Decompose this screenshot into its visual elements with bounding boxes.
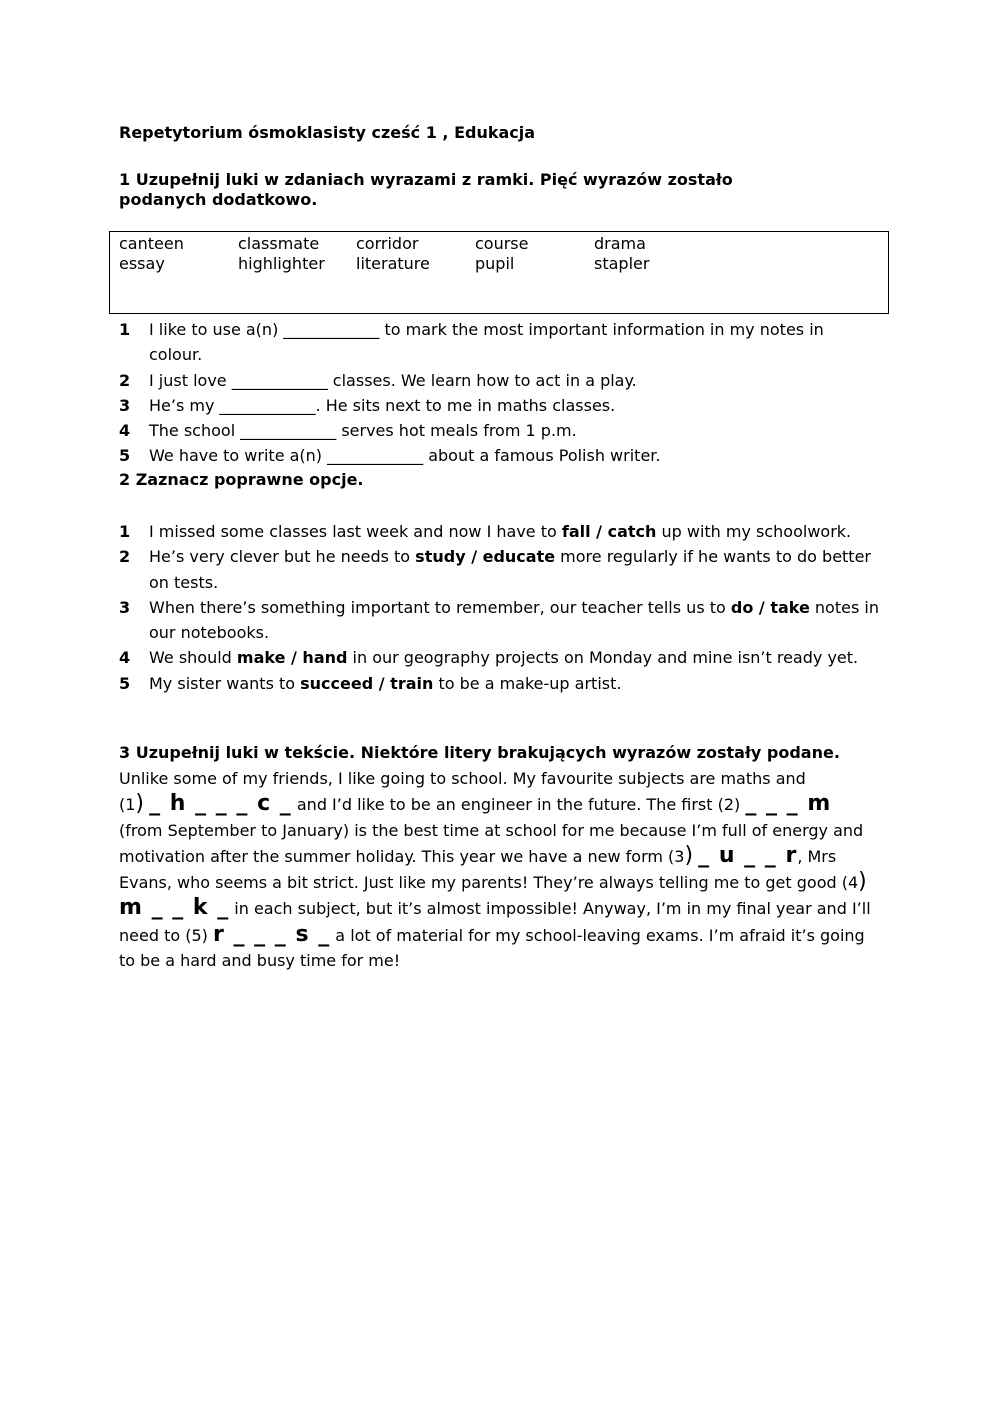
word-box <box>109 231 889 314</box>
word-box-row <box>119 234 879 254</box>
item-text-before: My sister wants to <box>149 673 301 693</box>
answer-options[interactable]: study / educate <box>415 547 556 567</box>
list-item <box>119 645 879 670</box>
page-title: Repetytorium ósmoklasisty cześć 1 , Edukacja <box>119 123 536 142</box>
answer-options[interactable]: fall / catch <box>561 522 657 541</box>
word-box-item: literature <box>356 254 430 273</box>
item-text: I like to use a(n) ____________ to mark the most important information in my notes in colour. <box>149 320 824 365</box>
gap-1[interactable]: _ h _ _ _ c _ <box>149 791 292 817</box>
item-text-before: He’s very clever but he needs to <box>149 547 416 567</box>
item-number: 2 <box>119 370 131 390</box>
item-text-before: When there’s something important to remember, our teacher tells us to <box>149 597 731 617</box>
gap-4[interactable]: m _ _ k _ <box>119 895 230 921</box>
answer-options[interactable]: make / hand <box>236 648 348 668</box>
list-item <box>119 317 879 368</box>
word-box-item: highlighter <box>238 254 325 273</box>
word-box-item: drama <box>594 234 646 253</box>
list-item <box>119 595 879 646</box>
word-box-item: pupil <box>475 254 515 273</box>
word-box-item: classmate <box>238 234 320 253</box>
word-box-item: canteen <box>119 234 184 253</box>
answer-options[interactable]: succeed / train <box>300 673 434 693</box>
word-box-item: stapler <box>594 254 650 273</box>
item-number: 1 <box>119 320 131 339</box>
word-box-item: corridor <box>356 234 419 253</box>
text-segment: and I’d like to be an engineer in the future. The first (2) <box>291 795 746 815</box>
item-text-before: I missed some classes last week and now I have to <box>149 522 562 541</box>
item-text: The school ____________ serves hot meals from 1 p.m. <box>149 421 577 441</box>
exercise-2-list <box>119 519 879 696</box>
gap-2[interactable]: _ _ _ m <box>745 791 832 817</box>
item-text-after: more regularly if he wants to do better on tests. <box>149 547 871 592</box>
item-number: 5 <box>119 673 131 693</box>
gap-paren: ) <box>135 791 145 817</box>
answer-options[interactable]: do / take <box>730 597 810 617</box>
item-number: 4 <box>119 421 131 441</box>
item-text-after: up with my schoolwork. <box>656 522 852 541</box>
text-segment: a lot of material for my school-leaving exams. I’m afraid it’s going to be a hard and busy time for me! <box>119 925 865 971</box>
word-box-item: course <box>475 234 529 253</box>
list-item <box>119 418 879 443</box>
item-number: 2 <box>119 547 131 567</box>
item-text-before: We should <box>149 648 237 668</box>
list-item <box>119 368 879 393</box>
list-item <box>119 544 879 595</box>
text-segment: (from September to January) is the best time at school for me because I’m full of energy and motivation after the summer holiday. This year we have a new form (3 <box>119 820 864 866</box>
item-number: 3 <box>119 597 131 617</box>
exercise-2-heading: 2 Zaznacz poprawne opcje. <box>119 470 364 489</box>
list-item <box>119 443 879 468</box>
item-text-after: in our geography projects on Monday and mine isn’t ready yet. <box>347 648 859 668</box>
exercise-1-heading: 1 Uzupełnij luki w zdaniach wyrazami z ramki. Pięć wyrazów zostało podanych dodatkowo. <box>119 170 733 209</box>
gap-paren: ) <box>858 869 867 895</box>
item-number: 5 <box>119 446 131 466</box>
item-text-after: to be a make-up artist. <box>433 673 622 693</box>
gap-paren: ) <box>684 842 694 868</box>
word-box-row <box>119 254 879 274</box>
text-segment: in each subject, but it’s almost impossible! Anyway, I’m in my final year and I’ll need to (5) <box>119 899 871 945</box>
item-text: He’s my ____________. He sits next to me in maths classes. <box>149 395 616 415</box>
exercise-3-text <box>119 766 879 973</box>
list-item <box>119 519 879 544</box>
exercise-1-list <box>119 317 879 469</box>
text-segment: , Mrs Evans, who seems a bit strict. Just like my parents! They’re always telling me to get good (4 <box>119 846 859 893</box>
item-text-after: notes in our notebooks. <box>149 597 879 643</box>
item-number: 1 <box>119 522 131 541</box>
word-box-item: essay <box>119 254 165 273</box>
item-number: 4 <box>119 648 131 668</box>
item-number: 3 <box>119 395 131 415</box>
gap-number: (1 <box>119 795 136 815</box>
gap-3[interactable]: _ u _ _ r <box>698 842 798 868</box>
item-text: I just love ____________ classes. We learn how to act in a play. <box>149 370 637 390</box>
item-text: We have to write a(n) ____________ about a famous Polish writer. <box>149 446 661 466</box>
exercise-3-heading: 3 Uzupełnij luki w tekście. Niektóre litery brakujących wyrazów zostały podane. <box>119 743 840 762</box>
list-item <box>119 393 879 418</box>
gap-5[interactable]: r _ _ _ s _ <box>212 921 331 947</box>
text-segment: Unlike some of my friends, I like going to school. My favourite subjects are maths and <box>119 769 806 788</box>
list-item <box>119 671 879 696</box>
